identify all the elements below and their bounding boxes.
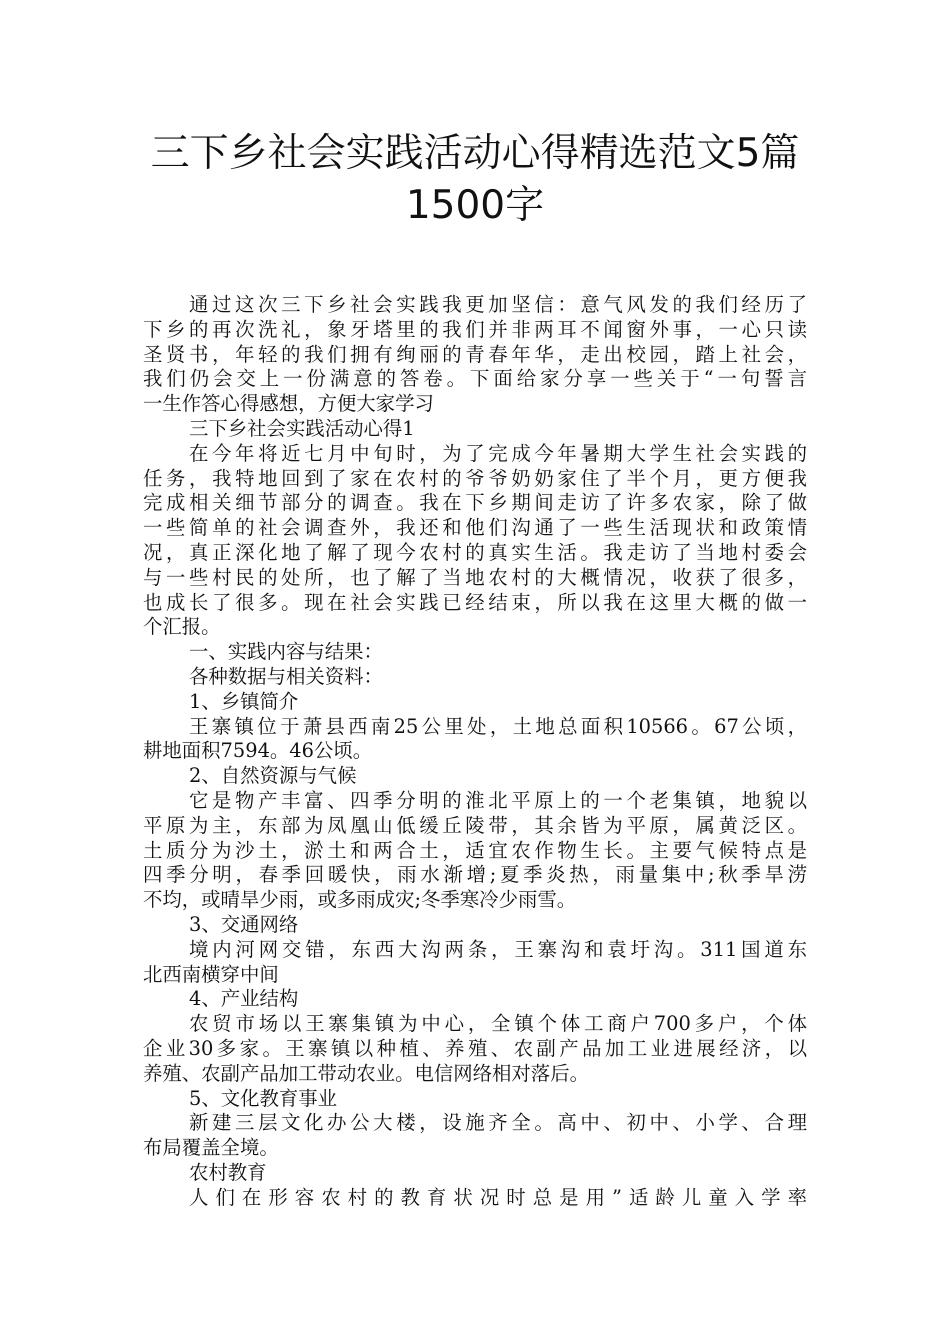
document-title [110,128,840,232]
body-line: 境内河网交错，东西大沟两条，王寨沟和袁圩沟。311国道东 [189,937,807,961]
body-line: 完成相关细节部分的调查。我在下乡期间走访了许多农家，除了做 [143,491,807,515]
body-line: 企业30多家。王寨镇以种植、养殖、农副产品加工业进展经济，以 [143,1036,807,1060]
subsection-heading: 农村教育 [189,1160,267,1184]
body-line: 新建三层文化办公大楼，设施齐全。高中、初中、小学、合理 [189,1111,807,1135]
body-line: 平原为主，东部为凤凰山低缓丘陵带，其余皆为平原，属黄泛区。 [143,813,807,837]
body-line: 通过这次三下乡社会实践我更加坚信：意气风发的我们经历了 [189,293,807,316]
section-heading: 各种数据与相关资料： [189,664,383,688]
subsection-heading: 4、产业结构 [189,987,299,1011]
body-line: 王寨镇位于萧县西南25公里处，土地总面积10566。67公顷， [189,714,807,738]
body-line: 圣贤书，年轻的我们拥有绚丽的青春年华，走出校园，踏上社会， [143,342,807,366]
body-line: 况，真正深化地了解了现今农村的真实生活。我走访了当地村委会 [143,540,807,564]
section-heading: 一、实践内容与结果： [189,640,383,664]
body-line: 也成长了很多。现在社会实践已经结束，所以我在这里大概的做一 [143,590,807,614]
body-line: 下乡的再次洗礼，象牙塔里的我们并非两耳不闻窗外事，一心只读 [143,317,807,341]
body-line: 任务，我特地回到了家在农村的爷爷奶奶家住了半个月，更方便我 [143,466,807,490]
body-line: 土质分为沙土，淤土和两合土，适宜农作物生长。主要气候特点是 [143,838,807,862]
subsection-heading: 1、乡镇简介 [189,689,299,713]
subsection-heading: 5、文化教育事业 [189,1086,338,1110]
body-line: 布局覆盖全境。 [143,1136,279,1160]
body-line: 四季分明，春季回暖快，雨水渐增;夏季炎热，雨量集中;秋季旱涝 [143,863,807,887]
body-line: 一些简单的社会调查外，我还和他们沟通了一些生活现状和政策情 [143,516,807,540]
body-line: 养殖、农副产品加工带动农业。电信网络相对落后。 [143,1061,589,1085]
section-heading: 三下乡社会实践活动心得1 [189,416,415,440]
body-line: 在今年将近七月中旬时，为了完成今年暑期大学生社会实践的 [189,441,807,465]
body-line: 不均，或晴旱少雨，或多雨成灾;冬季寒冷少雨雪。 [143,888,577,912]
body-line: 与一些村民的处所，也了解了当地农村的大概情况，收获了很多， [143,565,807,589]
body-line: 我们仍会交上一份满意的答卷。下面给家分享一些关于“一句誓言 [143,367,807,391]
document-body [143,293,807,1210]
body-line: 农贸市场以王寨集镇为中心，全镇个体工商户700多户，个体 [189,1012,807,1036]
title-line-1: 三下乡社会实践活动心得精选范文5篇 [150,131,800,176]
body-line: 北西南横穿中间 [143,962,279,986]
subsection-heading: 3、交通网络 [189,912,299,936]
body-line: 个汇报。 [143,615,221,639]
subsection-heading: 2、自然资源与气候 [189,764,357,788]
title-line-2: 1500字 [405,183,545,228]
body-line: 它是物产丰富、四季分明的淮北平原上的一个老集镇，地貌以 [189,788,807,812]
body-line: 耕地面积7594。46公顷。 [143,739,373,763]
body-line: 人们在形容农村的教育状况时总是用”适龄儿童入学率 [189,1185,807,1209]
body-line: 一生作答心得感想，方便大家学习 [143,392,434,416]
